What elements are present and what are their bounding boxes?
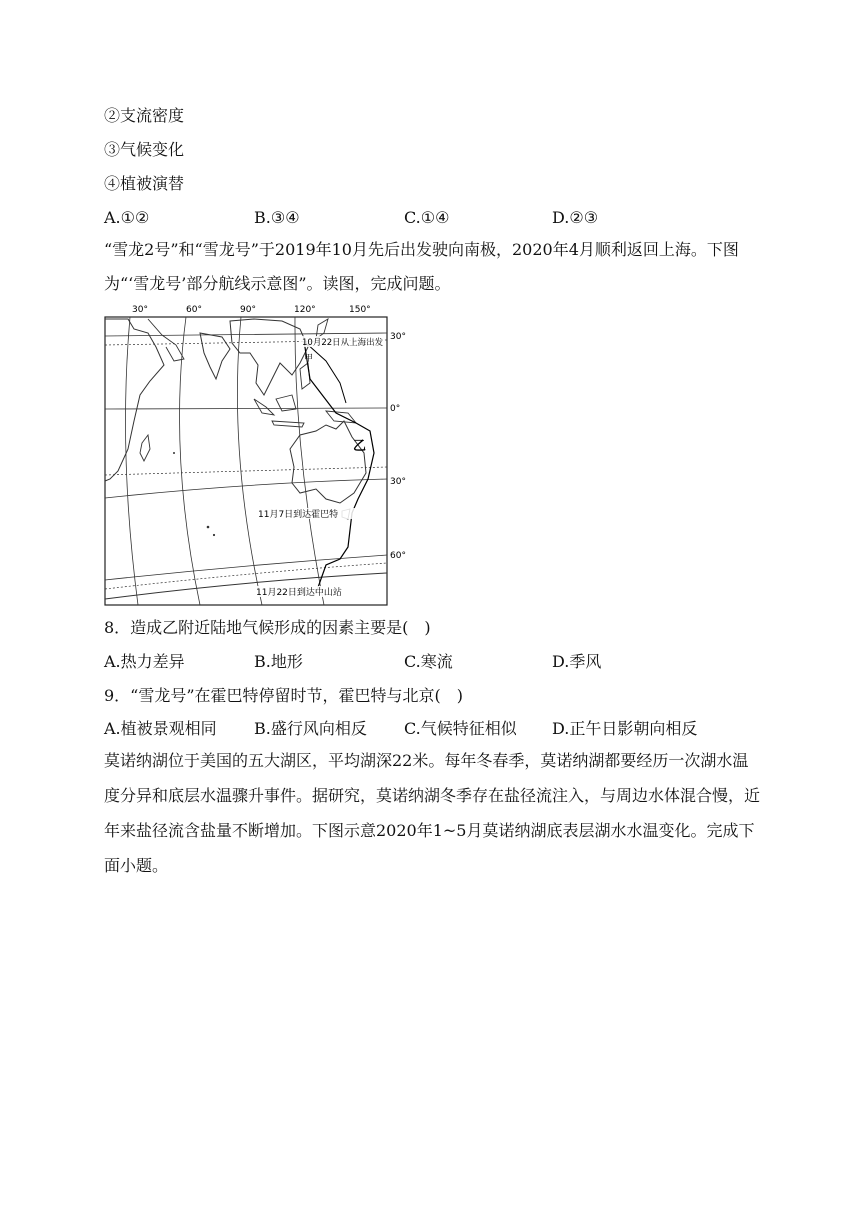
q9-option-b: B.盛行风向相反 bbox=[254, 719, 367, 738]
passage-xuelong: “雪龙2号”和“雪龙号”于2019年10月先后出发驶向南极，2020年4月顺利返回上海。下图为“‘雪龙号’部分航线示意图”。读图，完成问题。 bbox=[104, 240, 739, 293]
option-line-4: ④植被演替 bbox=[104, 174, 185, 193]
arabia-coast bbox=[148, 319, 184, 361]
lat-label-30s: 30° bbox=[390, 477, 406, 487]
label-zhongshan: 11月22日到达中山站 bbox=[256, 588, 342, 598]
lat-label-0: 0° bbox=[390, 404, 401, 414]
passage-monona: 莫诺纳湖位于美国的五大湖区，平均湖深22米。每年冬春季，莫诺纳湖都要经历一次湖水温度分异和底层水温骤升事件。据研究，莫诺纳湖冬季存在盐径流注入，与周边水体混合慢，近年来盐径流含盐量不断增加。下图示意2020年1~5月莫诺纳湖底表层湖水水温变化。完成下面小题。 bbox=[104, 751, 761, 875]
parallel-60s bbox=[105, 555, 387, 580]
meridian-60 bbox=[180, 317, 200, 605]
parallel-30s bbox=[105, 479, 387, 498]
q9-stem: 9．“雪龙号”在霍巴特停留时节，霍巴特与北京( ) bbox=[104, 686, 464, 705]
label-hobart: 11月7日到达霍巴特 bbox=[258, 510, 339, 520]
q9-option-a: A.植被景观相同 bbox=[104, 719, 217, 738]
q9-option-c: C.气候特征相似 bbox=[404, 719, 517, 738]
island-dot bbox=[207, 526, 210, 529]
map-frame bbox=[105, 317, 387, 605]
choice-b: B.③④ bbox=[254, 208, 300, 227]
q9-option-d: D.正午日影朝向相反 bbox=[552, 719, 698, 738]
island-dot bbox=[173, 452, 175, 454]
madagascar bbox=[140, 435, 150, 461]
q8-option-b: B.地形 bbox=[254, 652, 303, 671]
choice-c: C.①④ bbox=[404, 208, 450, 227]
q8-option-c: C.寒流 bbox=[404, 652, 453, 671]
lat-label-30n: 30° bbox=[390, 332, 406, 342]
lon-label-90: 90° bbox=[240, 305, 256, 315]
lon-label-60: 60° bbox=[186, 305, 202, 315]
lon-label-120: 120° bbox=[294, 305, 316, 315]
q8-stem: 8．造成乙附近陆地气候形成的因素主要是( ) bbox=[104, 618, 431, 637]
option-line-2: ②支流密度 bbox=[104, 106, 185, 125]
meridian-30 bbox=[126, 317, 139, 605]
label-jia: 甲 bbox=[304, 354, 314, 364]
lat-label-60s: 60° bbox=[390, 551, 406, 561]
ship-route bbox=[304, 341, 374, 593]
lon-label-30: 30° bbox=[132, 305, 148, 315]
meridian-90 bbox=[237, 317, 262, 605]
india-coast bbox=[200, 333, 230, 379]
equator bbox=[105, 408, 387, 409]
sumatra bbox=[254, 399, 274, 415]
label-yi: 乙 bbox=[353, 439, 367, 454]
label-start: 10月22日从上海出发 bbox=[302, 338, 384, 348]
choice-d: D.②③ bbox=[552, 208, 599, 227]
parallel-30n bbox=[105, 333, 387, 336]
route-map bbox=[104, 303, 406, 606]
africa-coast bbox=[105, 319, 164, 481]
option-line-3: ③气候变化 bbox=[104, 140, 185, 159]
island-dot bbox=[213, 534, 215, 536]
choice-a: A.①② bbox=[104, 208, 150, 227]
ship-route-branch bbox=[306, 343, 346, 403]
q8-option-a: A.热力差异 bbox=[104, 652, 185, 671]
q8-option-d: D.季风 bbox=[552, 652, 602, 671]
lon-label-150: 150° bbox=[349, 305, 371, 315]
australia-coast bbox=[290, 421, 366, 503]
tropic-capricorn bbox=[105, 467, 387, 475]
